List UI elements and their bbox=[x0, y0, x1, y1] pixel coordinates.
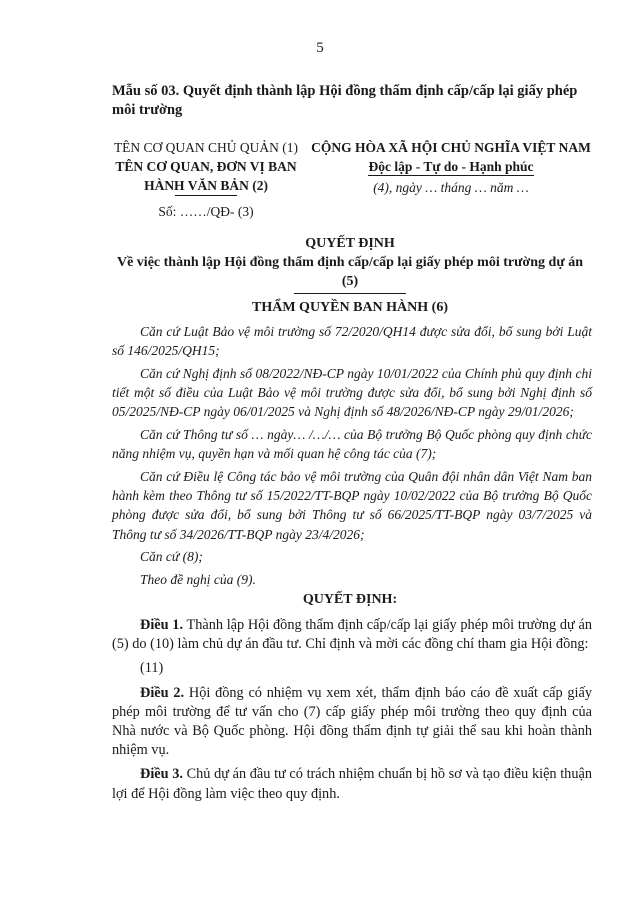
basis-item: Theo đề nghị của (9). bbox=[140, 571, 256, 587]
basis-item: Căn cứ Thông tư số … ngày… /…/… của Bộ trưởng Bộ Quốc phòng quy định chức năng nhiệm vụ, quyền hạn và mối quan hệ công tác của (7); bbox=[112, 427, 592, 462]
basis-item: Căn cứ Luật Bảo vệ môi trường số 72/2020/QH14 được sửa đổi, bổ sung bởi Luật số 146/2025/QH15; bbox=[112, 324, 592, 359]
article-2-text: Hội đồng có nhiệm vụ xem xét, thẩm định báo cáo đề xuất cấp giấy phép môi trường để tư vấn cho (7) cấp giấy phép môi trường theo quy định của Nhà nước và Bộ Quốc phòng. Hội đồng thẩm định tự giải thể sau khi hoàn thành nhiệm vụ. bbox=[112, 684, 592, 759]
issuing-agency-header bbox=[106, 138, 306, 221]
date-line: (4), ngày … tháng … năm … bbox=[373, 180, 529, 195]
issuing-unit-name-cont: HÀNH VĂN BẢN (2) bbox=[144, 178, 268, 193]
legal-basis bbox=[112, 322, 592, 593]
article-1 bbox=[112, 616, 592, 654]
document-number: Số: ……/QĐ- (3) bbox=[158, 204, 254, 219]
article-2 bbox=[112, 684, 592, 761]
national-motto: Độc lập - Tự do - Hạnh phúc bbox=[368, 159, 534, 174]
decision-heading bbox=[100, 234, 600, 294]
nation-name: CỘNG HÒA XÃ HỘI CHỦ NGHĨA VIỆT NAM bbox=[311, 140, 591, 155]
header-divider bbox=[175, 195, 237, 196]
basis-item: Căn cứ (8); bbox=[140, 549, 203, 565]
article-1-members: (11) bbox=[140, 660, 164, 677]
issuing-authority: THẨM QUYỀN BAN HÀNH (6) bbox=[252, 300, 448, 315]
decision-title: QUYẾT ĐỊNH bbox=[305, 236, 395, 251]
article-1-text: Thành lập Hội đồng thẩm định cấp/cấp lại giấy phép môi trường dự án (5) do (10) làm chủ dự án đầu tư. Chỉ định và mời các đồng chí tham gia Hội đồng: bbox=[112, 617, 592, 653]
page-number: 5 bbox=[316, 40, 324, 56]
basis-item: Căn cứ Nghị định số 08/2022/NĐ-CP ngày 10/01/2022 của Chính phủ quy định chi tiết một số điều của Luật Bảo vệ môi trường được sửa đổi, bổ sung bởi Nghị định số 05/2025/NĐ-CP ngày 06/01/2025 và Nghị định số 48/2026/NĐ-CP ngày 29/01/2026; bbox=[112, 365, 592, 420]
article-3 bbox=[112, 765, 592, 803]
articles bbox=[112, 616, 592, 809]
issuing-unit-name: TÊN CƠ QUAN, ĐƠN VỊ BAN bbox=[115, 159, 297, 174]
decision-subject: Về việc thành lập Hội đồng thẩm định cấp/cấp lại giấy phép môi trường dự án bbox=[116, 255, 584, 270]
form-title: Mẫu số 03. Quyết định thành lập Hội đồng thẩm định cấp/cấp lại giấy phép môi trường bbox=[112, 83, 578, 118]
article-1-label: Điều 1. bbox=[140, 617, 184, 633]
basis-item: Căn cứ Điều lệ Công tác bảo vệ môi trường của Quân đội nhân dân Việt Nam ban hành kèm theo Thông tư số 15/2022/TT-BQP ngày 10/02/2022 của Bộ trưởng Bộ Quốc phòng được sửa đổi, bổ sung bởi Thông tư số 66/2025/TT-BQP ngày 03/7/2025 và Thông tư số 34/2026/TT-BQP ngày 23/4/2026; bbox=[112, 468, 592, 542]
parent-agency-name: TÊN CƠ QUAN CHỦ QUẢN (1) bbox=[113, 140, 299, 155]
article-3-label: Điều 3. bbox=[140, 766, 183, 783]
national-header bbox=[308, 138, 594, 197]
article-2-label: Điều 2. bbox=[140, 684, 185, 701]
heading-divider bbox=[294, 293, 406, 294]
decision-subject-ref: (5) bbox=[341, 274, 359, 289]
decides-heading: QUYẾT ĐỊNH: bbox=[302, 592, 398, 607]
article-3-text: Chủ dự án đầu tư có trách nhiệm chuẩn bị hồ sơ và tạo điều kiện thuận lợi để Hội đồng làm việc theo quy định. bbox=[112, 766, 592, 802]
